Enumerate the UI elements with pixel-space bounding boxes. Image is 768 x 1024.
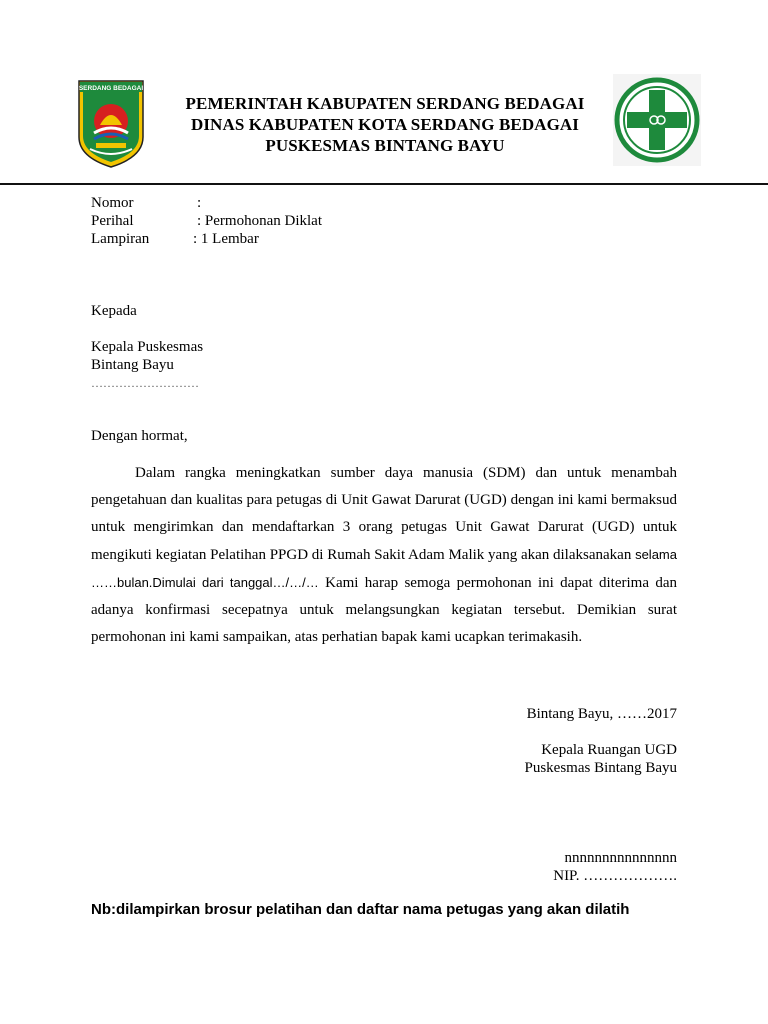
- header-line-government: PEMERINTAH KABUPATEN SERDANG BEDAGAI: [185, 94, 585, 113]
- lampiran-label: Lampiran: [91, 231, 150, 247]
- emblem-text: SERDANG BEDAGAI: [78, 85, 144, 92]
- nomor-label: Nomor: [91, 195, 134, 211]
- body-paragraph: [91, 460, 677, 651]
- attachment-note: Nb:dilampirkan brosur pelatihan dan daftar nama petugas yang akan dilatih: [91, 901, 630, 918]
- signer-organization: Puskesmas Bintang Bayu: [524, 760, 677, 776]
- body-part-1: Dalam rangka meningkatkan sumber daya manusia (SDM) dan untuk menambah pengetahuan dan kualitas para petugas di Unit Gawat Darurat (UGD) dengan ini kami bermaksud untuk mengirimkan dan mendaftarkan 3 orang petugas Unit Gawat Darurat (UGD) untuk mengikuti kegiatan Pelatihan PPGD di Rumah Sakit Adam Malik yang akan dilaksanakan: [91, 465, 677, 563]
- greeting: Dengan hormat,: [91, 428, 188, 444]
- header-line-department: DINAS KABUPATEN KOTA SERDANG BEDAGAI: [190, 115, 580, 134]
- puskesmas-logo: [613, 74, 701, 166]
- perihal-label: Perihal: [91, 213, 134, 229]
- header-line-puskesmas: PUSKESMAS BINTANG BAYU: [265, 136, 505, 155]
- recipient-place: Bintang Bayu: [91, 357, 174, 373]
- lampiran-value: : 1 Lembar: [193, 231, 259, 247]
- signer-nip: NIP. ……………….: [553, 868, 677, 884]
- recipient-kepada: Kepada: [91, 303, 137, 319]
- body-part-2: selama ……bulan.Dimulai dari tanggal…/…/…: [91, 547, 677, 590]
- perihal-value: : Permohonan Diklat: [197, 213, 322, 229]
- signer-title: Kepala Ruangan UGD: [541, 742, 677, 758]
- header-divider: [0, 183, 768, 185]
- signer-name: nnnnnnnnnnnnnnn: [564, 850, 677, 866]
- recipient-dots: ………………………: [91, 376, 199, 390]
- recipient-title: Kepala Puskesmas: [91, 339, 204, 355]
- regency-emblem-logo: [76, 79, 146, 169]
- body-part-3: Kami harap semoga permohonan ini dapat diterima dan adanya konfirmasi secepatnya untuk melangsungkan kegiatan tersebut. Demikian surat permohonan ini kami sampaikan, atas perhatian bapak kami ucapkan terimakasih.: [91, 575, 677, 645]
- place-date: Bintang Bayu, ……2017: [526, 706, 677, 722]
- nomor-value: :: [197, 195, 202, 211]
